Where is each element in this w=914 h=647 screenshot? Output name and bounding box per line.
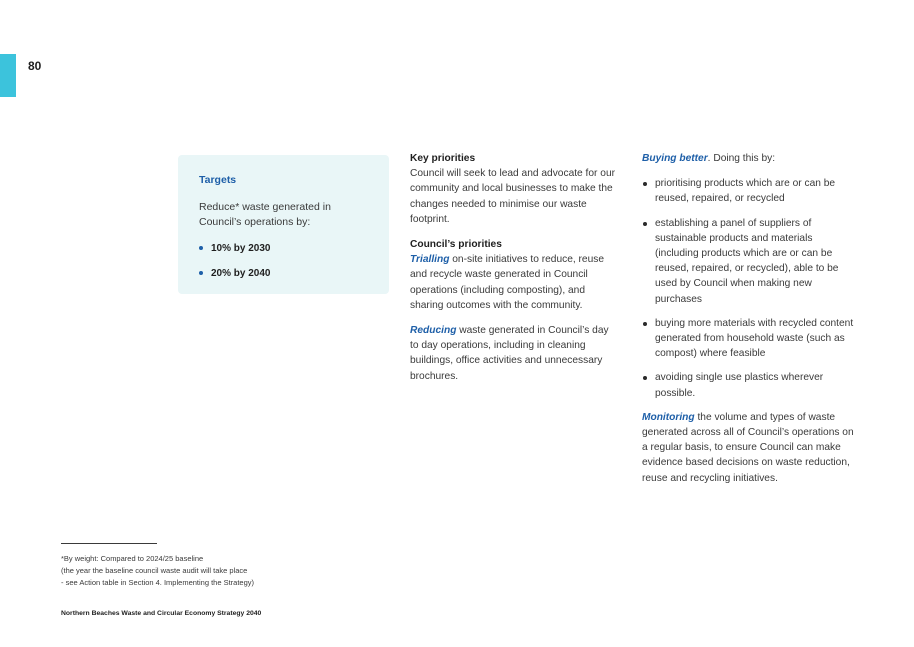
targets-box — [178, 155, 389, 294]
list-item-text: prioritising products which are or can be reused, repaired, or recycled — [655, 178, 836, 205]
buying-better-list — [642, 176, 854, 401]
key-priorities-text: Council will seek to lead and advocate for our community and local businesses to make the changes needed to minimise our waste footprint. — [410, 168, 615, 225]
reducing-label: Reducing — [410, 325, 457, 337]
councils-priorities-heading: Council’s priorities — [410, 239, 502, 251]
monitoring-paragraph — [642, 410, 854, 486]
buying-better-column — [642, 151, 854, 496]
list-item-text: establishing a panel of suppliers of sustainable products and materials (including products which are or can be reused, repaired, or recycled), able to be used by Council when making new purchases — [655, 217, 839, 305]
footnote-line: (the year the baseline council waste audit will take place — [61, 566, 248, 575]
reducing-paragraph — [410, 323, 615, 384]
page-tab-marker — [0, 54, 16, 97]
monitoring-label: Monitoring — [642, 411, 695, 423]
key-priorities-heading: Key priorities — [410, 153, 476, 164]
bullet-icon — [643, 222, 647, 226]
document-footer-title: Northern Beaches Waste and Circular Economy Strategy 2040 — [61, 610, 262, 617]
targets-intro: Reduce* waste generated in Council’s operations by: — [199, 201, 331, 228]
target-item-text: 10% by 2030 — [211, 243, 271, 254]
bullet-icon — [643, 182, 647, 186]
list-item-text: buying more materials with recycled content generated from household waste (such as compost) where feasible — [655, 317, 854, 360]
buying-better-label: Buying better — [642, 153, 708, 164]
bullet-icon — [643, 376, 647, 380]
list-item — [642, 370, 854, 400]
target-item — [199, 241, 368, 256]
priorities-column — [410, 151, 615, 394]
trialling-label: Trialling — [410, 254, 450, 266]
list-item — [642, 216, 854, 307]
targets-list — [199, 241, 368, 281]
footnote-line: *By weight: Compared to 2024/25 baseline — [61, 554, 204, 563]
list-item — [642, 316, 854, 362]
monitoring-text: the volume and types of waste generated across all of Council’s operations on a regular basis, to ensure Council can make evidence based decisions on waste reduction, reuse and recycling initiatives. — [642, 411, 854, 484]
list-item — [642, 176, 854, 206]
page-number: 80 — [28, 59, 42, 73]
target-item-text: 20% by 2040 — [211, 268, 271, 279]
trialling-text: on-site initiatives to reduce, reuse and recycle waste generated in Council operations (including composting), and sharing outcomes with the community. — [410, 254, 605, 311]
footnote-divider — [61, 543, 157, 544]
bullet-icon — [199, 246, 203, 250]
footnote-line: - see Action table in Section 4. Implementing the Strategy) — [61, 578, 255, 587]
list-item-text: avoiding single use plastics wherever possible. — [655, 372, 824, 399]
reducing-text: waste generated in Council’s day to day operations, including in cleaning buildings, office activities and unnecessary brochures. — [410, 325, 609, 382]
target-item — [199, 266, 368, 281]
targets-title: Targets — [199, 174, 237, 186]
bullet-icon — [199, 271, 203, 275]
buying-better-intro — [642, 151, 854, 166]
footnote — [61, 553, 254, 589]
trialling-paragraph — [410, 252, 615, 313]
bullet-icon — [643, 322, 647, 326]
buying-better-intro-text: . Doing this by: — [707, 153, 776, 164]
